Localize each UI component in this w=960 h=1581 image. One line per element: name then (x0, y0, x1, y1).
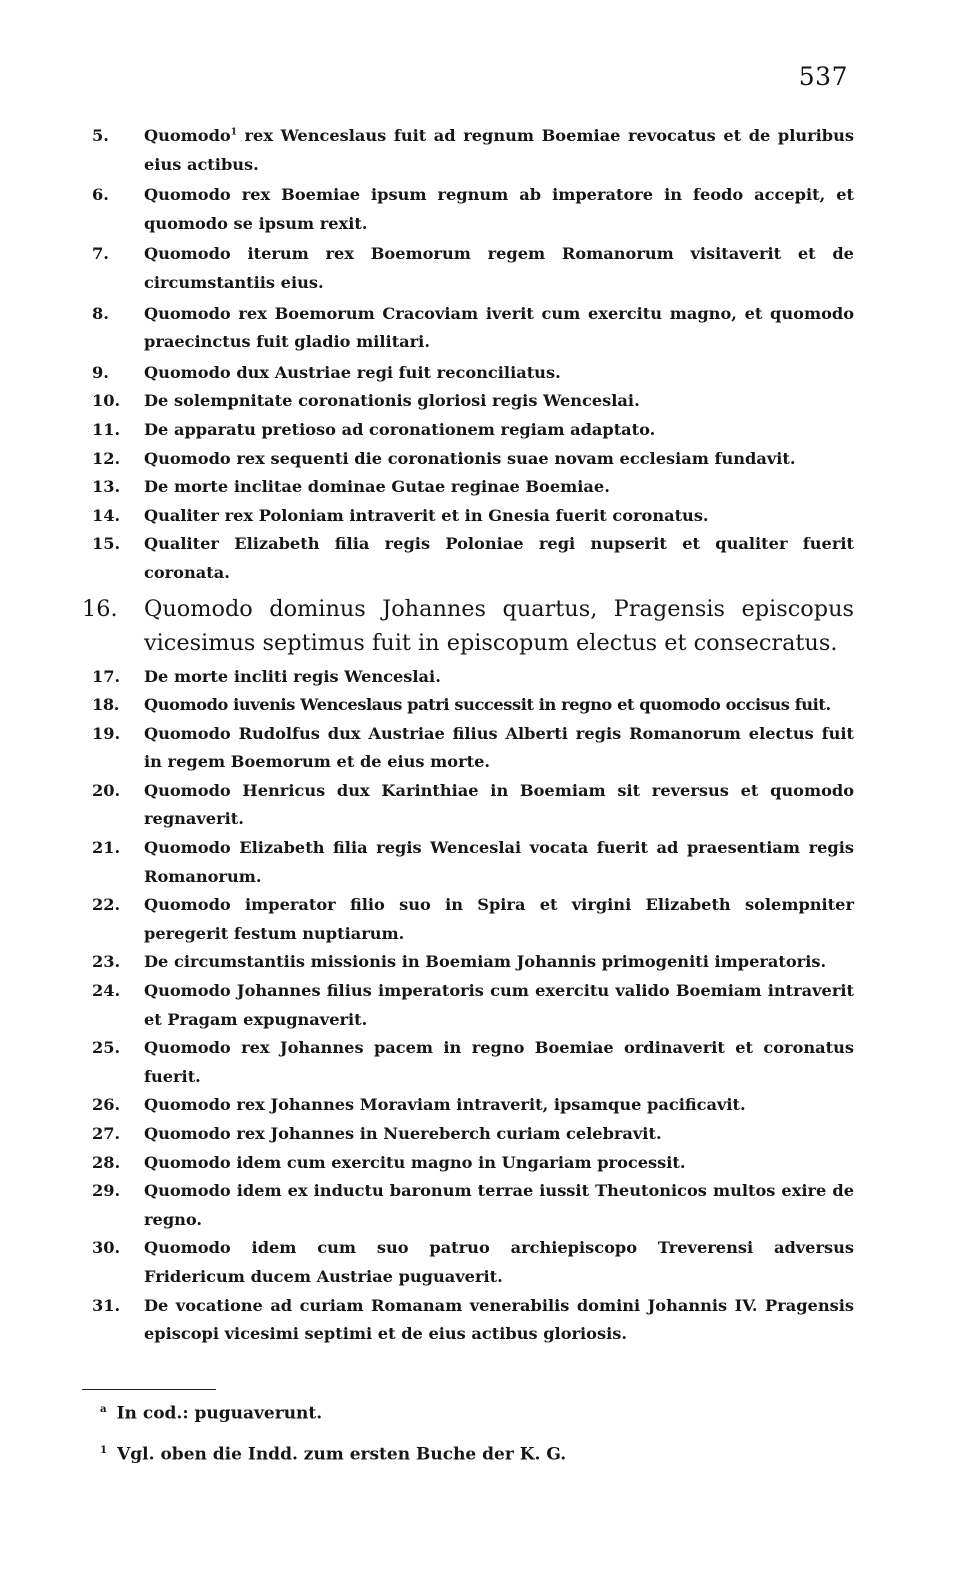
toc-entry (92, 891, 854, 948)
entry-number: 24. (92, 981, 121, 1001)
toc-entry (92, 530, 854, 587)
toc-entry (92, 416, 854, 445)
toc-entry (92, 1034, 854, 1091)
toc-entry (92, 387, 854, 416)
toc-entry (92, 1091, 854, 1120)
footnote-divider (82, 1389, 216, 1390)
toc-entry (92, 777, 854, 834)
toc-entry (92, 240, 854, 297)
entry-text: Quomodo rex Johannes pacem in regno Boemiae ordinaverit et coronatus fuerit. (144, 1038, 854, 1086)
entry-number: 23. (92, 952, 121, 972)
footnote-marker: 1 (100, 1443, 108, 1456)
toc-entry (92, 181, 854, 238)
entry-number: 29. (92, 1181, 121, 1201)
entry-text: Quomodo dux Austriae regi fuit reconciliatus. (144, 362, 561, 382)
entry-number: 6. (92, 185, 109, 205)
entry-text: Quomodo rex Johannes in Nuereberch curiam celebravit. (144, 1124, 662, 1143)
toc-entry (92, 691, 854, 720)
entry-number: 14. (92, 505, 121, 525)
toc-entry (92, 359, 854, 388)
toc-entry (92, 300, 854, 357)
entry-text: Quomodo rex Boemorum Cracoviam iverit cum exercitu magno, et quomodo praecinctus fuit gladio militari. (144, 303, 854, 352)
entry-number: 26. (92, 1095, 121, 1115)
toc-entry (92, 948, 854, 977)
toc-entry (92, 663, 854, 692)
toc-entry (92, 720, 854, 777)
entry-text: Quomodo Johannes filius imperatoris cum exercitu valido Boemiam intraverit et Pragam expugnaverit. (144, 981, 854, 1029)
entry-number: 9. (92, 362, 109, 382)
entry-text: Quomodo idem cum exercitu magno in Ungariam processit. (144, 1152, 686, 1172)
entry-number: 22. (92, 895, 121, 915)
entry-text: Quomodo rex Boemiae ipsum regnum ab imperatore in feodo accepit, et quomodo se ipsum rexit. (144, 185, 854, 233)
entry-number: 13. (92, 477, 121, 497)
entry-text: Qualiter rex Poloniam intraverit et in Gnesia fuerit coronatus. (144, 505, 709, 525)
entry-text: Quomodo Rudolfus dux Austriae filius Alberti regis Romanorum electus fuit in regem Boemorum et de eius morte. (144, 723, 854, 772)
footnote (100, 1444, 566, 1465)
entry-text: Quomodo iuvenis Wenceslaus patri successit in regno et quomodo occisus fuit. (144, 695, 831, 715)
entry-text-continued: rex Wenceslaus fuit ad regnum Boemiae revocatus et de pluribus eius actibus. (144, 126, 855, 174)
entry-text: De vocatione ad curiam Romanam venerabilis domini Johannis IV. Pragensis episcopi vicesimi septimi et de eius actibus gloriosis. (144, 1295, 854, 1344)
footnote-marker: 1 (230, 127, 237, 138)
entry-text: Quomodo Henricus dux Karinthiae in Boemiam sit reversus et quomodo regnaverit. (144, 780, 854, 829)
entry-number: 8. (92, 303, 109, 323)
toc-entry (92, 1234, 854, 1291)
entry-number: 20. (92, 780, 121, 800)
entry-text: Qualiter Elizabeth filia regis Poloniae regi nupserit et qualiter fuerit coronata. (144, 534, 854, 582)
entry-text: Quomodo rex Johannes Moraviam intraverit, ipsamque pacificavit. (144, 1095, 746, 1115)
entry-number: 30. (92, 1238, 121, 1258)
footnotes (100, 1403, 566, 1484)
entry-text: De morte inclitae dominae Gutae reginae Boemiae. (144, 477, 610, 497)
entry-text: De apparatu pretioso ad coronationem regiam adaptato. (144, 419, 656, 439)
entry-number: 7. (92, 244, 109, 264)
toc-entry (92, 122, 854, 179)
entry-text: Quomodo (144, 126, 231, 145)
entry-text: De circumstantiis missionis in Boemiam Johannis primogeniti imperatoris. (144, 952, 827, 972)
entry-text: Quomodo Elizabeth filia regis Wenceslai vocata fuerit ad praesentiam regis Romanorum. (144, 838, 854, 886)
toc-entry (92, 977, 854, 1034)
entry-number: 19. (92, 723, 121, 743)
toc-entry (92, 445, 854, 474)
table-of-contents (82, 122, 855, 1353)
entry-number: 10. (92, 391, 121, 411)
entry-text: Quomodo imperator filio suo in Spira et virgini Elizabeth solempniter peregerit festum nuptiarum. (144, 895, 854, 943)
entry-number: 27. (92, 1124, 121, 1143)
entry-number: 16. (82, 595, 118, 622)
entry-text: Quomodo idem cum suo patruo archiepiscopo Treverensi adversus Fridericum ducem Austriae puguaverit. (144, 1238, 854, 1286)
entry-text: Quomodo idem ex inductu baronum terrae iussit Theutonicos multos exire de regno. (144, 1181, 854, 1229)
footnote-text: Vgl. oben die Indd. zum ersten Buche der K. G. (117, 1444, 567, 1465)
page-number: 537 (798, 62, 848, 91)
entry-number: 15. (92, 534, 121, 554)
entry-text: Quomodo rex sequenti die coronationis suae novam ecclesiam fundavit. (144, 448, 796, 468)
entry-number: 25. (92, 1038, 121, 1058)
entry-number: 28. (92, 1152, 121, 1172)
entry-text: De solempnitate coronationis gloriosi regis Wenceslai. (144, 391, 640, 411)
toc-entry-major (82, 592, 854, 660)
footnote (100, 1403, 566, 1424)
entry-number: 21. (92, 838, 121, 858)
toc-entry (92, 1292, 854, 1349)
entry-number: 18. (92, 695, 119, 715)
footnote-text: In cod.: puguaverunt. (116, 1403, 323, 1424)
entry-number: 12. (92, 448, 121, 468)
toc-entry (92, 1149, 854, 1178)
entry-number: 5. (92, 126, 109, 145)
entry-text: Quomodo dominus Johannes quartus, Pragensis episcopus vicesimus septimus fuit in episcopum electus et consecratus. (144, 595, 854, 656)
entry-number: 17. (92, 666, 121, 686)
entry-text: De morte incliti regis Wenceslai. (144, 666, 441, 686)
entry-number: 11. (92, 419, 121, 439)
toc-entry (92, 834, 854, 891)
toc-entry (92, 502, 854, 531)
entry-text: Quomodo iterum rex Boemorum regem Romanorum visitaverit et de circumstantiis eius. (144, 244, 854, 292)
footnote-marker: a (100, 1403, 107, 1415)
toc-entry (92, 1177, 854, 1234)
toc-entry (92, 473, 854, 502)
toc-entry (92, 1120, 854, 1149)
entry-number: 31. (92, 1295, 121, 1315)
